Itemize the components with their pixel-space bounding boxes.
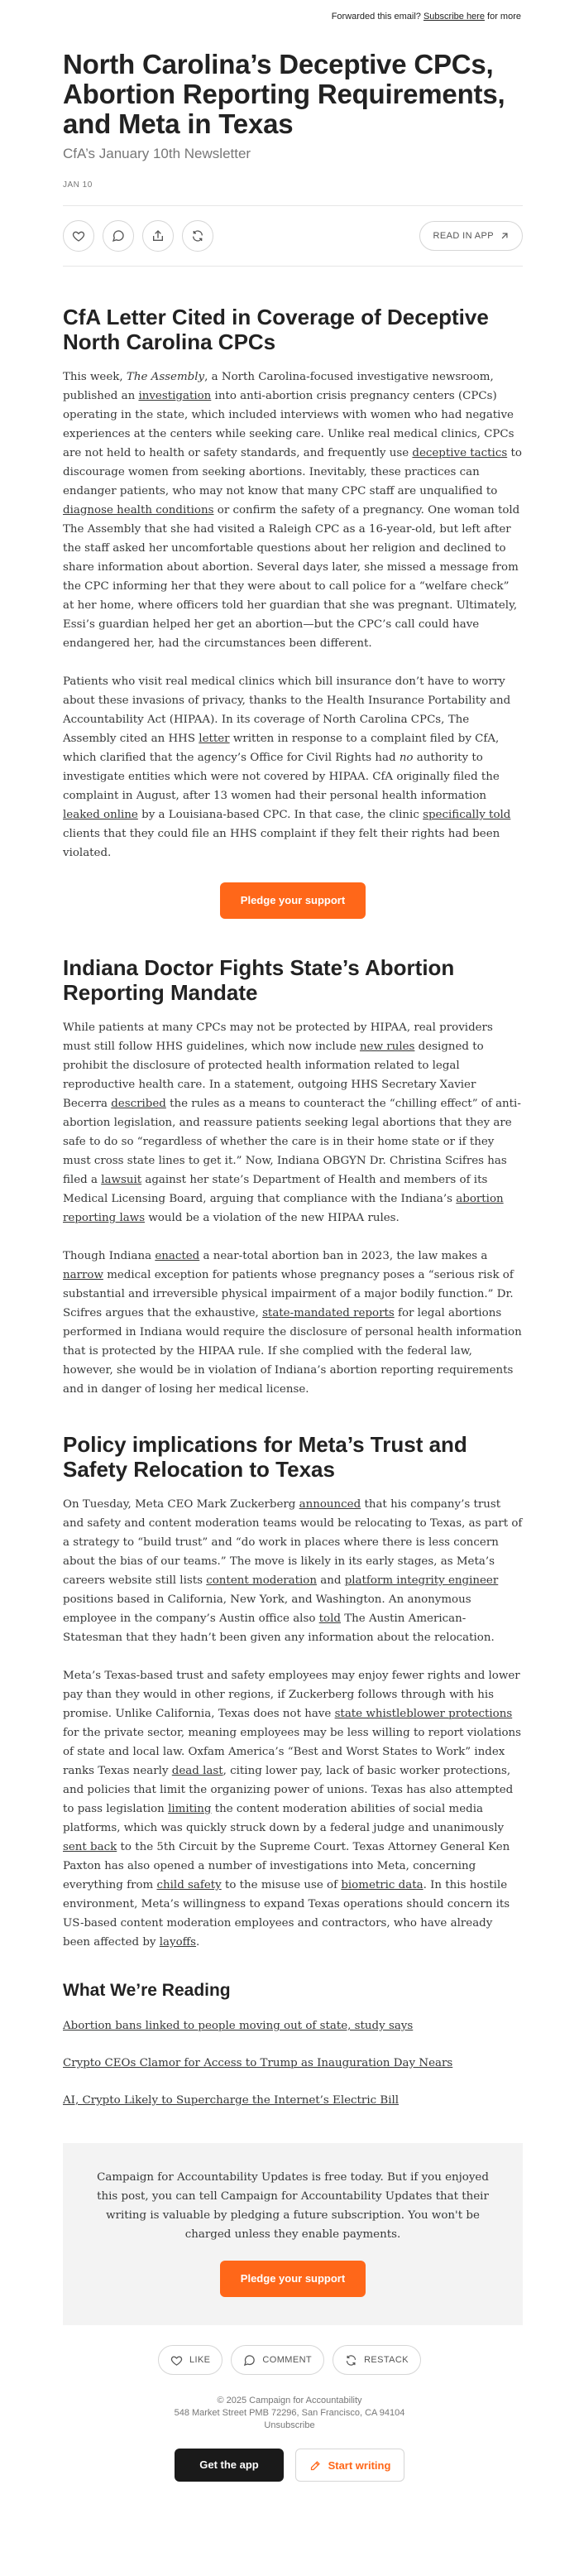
read-in-app-label: READ IN APP: [433, 231, 494, 241]
section-heading: Indiana Doctor Fights State’s Abortion Reporting Mandate: [63, 955, 455, 1005]
reading-link[interactable]: Abortion bans linked to people moving out of state, study says: [63, 2020, 414, 2032]
forward-banner: [0, 0, 579, 33]
section-indiana: [63, 955, 523, 1399]
inline-link[interactable]: deceptive tactics: [412, 447, 508, 459]
reading-list: [63, 2016, 523, 2110]
section-heading: What We’re Reading: [63, 1981, 231, 2000]
inline-link[interactable]: state whistleblower protections: [334, 1708, 513, 1720]
comment-button[interactable]: [103, 220, 134, 252]
reading-link[interactable]: Crypto CEOs Clamor for Access to Trump as Inauguration Day Nears: [63, 2057, 453, 2069]
section-cpc: [63, 305, 523, 919]
inline-link[interactable]: sent back: [63, 1841, 117, 1853]
restack-button[interactable]: [182, 220, 213, 252]
section-heading: CfA Letter Cited in Coverage of Deceptive North Carolina CPCs: [63, 305, 489, 354]
unsubscribe-link[interactable]: Unsubscribe: [264, 2420, 315, 2430]
inline-link[interactable]: described: [111, 1098, 166, 1110]
app-buttons: [0, 2449, 579, 2482]
reading-section: [63, 1980, 523, 2110]
post-title[interactable]: North Carolina’s Deceptive CPCs, Abortion Reporting Requirements, and Meta in Texas: [63, 49, 505, 139]
inline-link[interactable]: content moderation: [206, 1574, 317, 1587]
footer-meta: [0, 2395, 579, 2432]
post-header: [63, 50, 523, 267]
paragraph: Though Indiana enacted a near-total abortion ban in 2023, the law makes a narrow medical exception for patients whose pregnancy poses a “serious risk of substantial and irreversible physical impairment of a major bodily function.” Dr. Scifres argues that the exhaustive, state-mandated reports for legal abortions performed in Indiana would require the disclosure of personal health information that is protected by the HIPAA rule. If she complied with the federal law, however, she would be in violation of Indiana’s abortion reporting requirements and in danger of losing her medical license.: [63, 1250, 522, 1396]
like-label: LIKE: [189, 2355, 211, 2365]
list-item: [63, 2091, 523, 2110]
start-writing-label: Start writing: [328, 2458, 391, 2472]
inline-link[interactable]: new rules: [360, 1040, 415, 1053]
paragraph: This week, The Assembly, a North Carolina-focused investigative newsroom, published an investigation into anti-abortion crisis pregnancy centers (CPCs) operating in the state, which included interviews with women who had negative experiences at the centers while seeking care. Unlike real medical clinics, CPCs are not held to health or safety standards, and frequently use deceptive tactics to discourage women from seeking abortions. Inevitably, these practices can endanger patients, who may not know that many CPC staff are unqualified to diagnose health conditions or confirm the safety of a pregnancy. One woman told The Assembly that she had visited a Raleigh CPC as a 16-year-old, but left after the staff asked her uncomfortable questions about her religion and declined to share information about abortion. Several days later, she missed a message from the CPC informing her that they were about to call police for a “welfare check” at her home, where officers told her guardian that she was pregnant. Ultimately, Essi’s guardian helped her get an abortion—but the CPC’s call could have endangered her, had the circumstances been different.: [63, 371, 522, 650]
post-date: JAN 10: [63, 180, 93, 190]
comment-button[interactable]: [231, 2345, 324, 2375]
pledge-support-button[interactable]: Pledge your support: [220, 2261, 366, 2297]
inline-link[interactable]: told: [318, 1612, 341, 1625]
pledge-box: [63, 2143, 523, 2325]
comment-icon: [112, 229, 125, 243]
get-app-button[interactable]: Get the app: [175, 2449, 284, 2482]
inline-link[interactable]: state-mandated reports: [262, 1307, 395, 1319]
post-actions: [63, 219, 523, 252]
pledge-support-button[interactable]: Pledge your support: [220, 882, 366, 919]
heart-icon: [72, 229, 85, 243]
pen-icon: [309, 2459, 322, 2472]
share-icon: [151, 229, 165, 243]
inline-link[interactable]: lawsuit: [101, 1174, 142, 1186]
list-item: [63, 2016, 523, 2035]
like-button[interactable]: [158, 2345, 223, 2375]
share-button[interactable]: [142, 220, 174, 252]
inline-link[interactable]: narrow: [63, 1269, 103, 1281]
inline-link[interactable]: specifically told: [423, 809, 511, 821]
like-button[interactable]: [63, 220, 94, 252]
divider: [63, 266, 523, 267]
inline-link[interactable]: investigation: [138, 390, 212, 402]
comment-icon: [243, 2354, 256, 2367]
arrow-up-right-icon: [499, 230, 510, 242]
paragraph: On Tuesday, Meta CEO Mark Zuckerberg announced that his company’s trust and safety and content moderation teams would be relocating to Texas, as part of a strategy to “build trust” and “do work in places where there is less concern about the bias of our teams.” The move is likely in its early stages, as Meta’s careers website still lists content moderation and platform integrity engineer positions based in California, New York, and Washington. An anonymous employee in the company’s Austin office also told The Austin American-Statesman that they hadn’t been given any information about the relocation.: [63, 1498, 523, 1644]
paragraph: Patients who visit real medical clinics which bill insurance don’t have to worry about these invasions of privacy, thanks to the Health Insurance Portability and Accountability Act (HIPAA). In its coverage of North Carolina CPCs, The Assembly cited an HHS letter written in response to a complaint filed by CfA, which clarified that the agency’s Office for Civil Rights had no authority to investigate entities which were not covered by HIPAA. CfA originally filed the complaint in August, after 13 women had their personal health information leaked online by a Louisiana-based CPC. In that case, the clinic specifically told clients that they could file an HHS complaint if they felt their rights had been violated.: [63, 675, 511, 859]
address: 548 Market Street PMB 72296, San Francisco, CA 94104: [174, 2408, 405, 2418]
restack-icon: [345, 2354, 357, 2367]
subscribe-link[interactable]: Subscribe here: [423, 12, 485, 22]
inline-link[interactable]: abortion reporting laws: [63, 1193, 504, 1224]
section-heading: Policy implications for Meta’s Trust and Safety Relocation to Texas: [63, 1432, 467, 1482]
paragraph: While patients at many CPCs may not be protected by HIPAA, real providers must still follow HHS guidelines, which now include new rules designed to prohibit the disclosure of protected health information related to legal reproductive health care. In a statement, outgoing HHS Secretary Xavier Becerra described the rules as a means to counteract the “chilling effect” of anti-abortion legislation, and reassure patients seeking legal abortions that they are safe to do so “regardless of whether the care is in their home state or if they must cross state lines to get it.” Now, Indiana OBGYN Dr. Christina Scifres has filed a lawsuit against her state’s Department of Health and members of its Medical Licensing Board, arguing that compliance with the Indiana’s abortion reporting laws would be a violation of the new HIPAA rules.: [63, 1021, 521, 1224]
pledge-text: Campaign for Accountability Updates is free today. But if you enjoyed this post, you can tell Campaign for Accountability Updates that their writing is valuable by pledging a future subscription. You won't be charged unless they enable payments.: [97, 2171, 489, 2241]
inline-link[interactable]: dead last: [171, 1765, 223, 1777]
reading-link[interactable]: AI, Crypto Likely to Supercharge the Internet’s Electric Bill: [63, 2094, 400, 2107]
read-in-app-button[interactable]: [419, 221, 523, 251]
section-meta: [63, 1432, 523, 1952]
start-writing-button[interactable]: [295, 2449, 404, 2482]
action-icons: [63, 220, 213, 252]
inline-link[interactable]: letter: [199, 733, 230, 745]
forward-suffix: for more: [487, 12, 521, 22]
inline-link[interactable]: limiting: [168, 1803, 212, 1815]
restack-button[interactable]: [333, 2345, 421, 2375]
post-subtitle: CfA’s January 10th Newsletter: [63, 146, 251, 161]
footer-actions: [0, 2345, 579, 2375]
inline-link[interactable]: layoffs: [159, 1936, 197, 1949]
inline-link[interactable]: leaked online: [63, 809, 138, 821]
divider: [63, 205, 523, 206]
inline-link[interactable]: announced: [299, 1498, 361, 1511]
inline-link[interactable]: biometric data: [341, 1879, 423, 1891]
inline-link[interactable]: enacted: [155, 1250, 200, 1262]
inline-link[interactable]: platform integrity engineer: [344, 1574, 499, 1587]
paragraph: Meta’s Texas-based trust and safety employees may enjoy fewer rights and lower pay than they would in other regions, if Zuckerberg follows through with his promise. Unlike California, Texas does not have state whistleblower protections for the private sector, meaning employees may be less willing to report violations of state and local law. Oxfam America’s “Best and Worst States to Work” index ranks Texas nearly dead last, citing lower pay, lack of basic worker protections, and policies that limit the organizing power of unions. Texas has also attempted to pass legislation limiting the content moderation abilities of social media platforms, which was quickly struck down by a federal judge and unanimously sent back to the 5th Circuit by the Supreme Court. Texas Attorney General Ken Paxton has also opened a number of investigations into Meta, concerning everything from child safety to the misuse use of biometric data. In this hostile environment, Meta’s willingness to expand Texas operations should concern its US-based content moderation employees and contractors, who have already been affected by layoffs.: [63, 1670, 522, 1949]
list-item: [63, 2054, 523, 2073]
restack-label: RESTACK: [364, 2355, 409, 2365]
heart-icon: [170, 2354, 183, 2367]
copyright: © 2025 Campaign for Accountability: [217, 2396, 362, 2405]
inline-link[interactable]: diagnose health conditions: [63, 504, 214, 517]
forward-prefix: Forwarded this email?: [331, 12, 421, 22]
inline-link[interactable]: child safety: [156, 1879, 222, 1891]
comment-label: COMMENT: [262, 2355, 313, 2365]
restack-icon: [191, 229, 204, 243]
